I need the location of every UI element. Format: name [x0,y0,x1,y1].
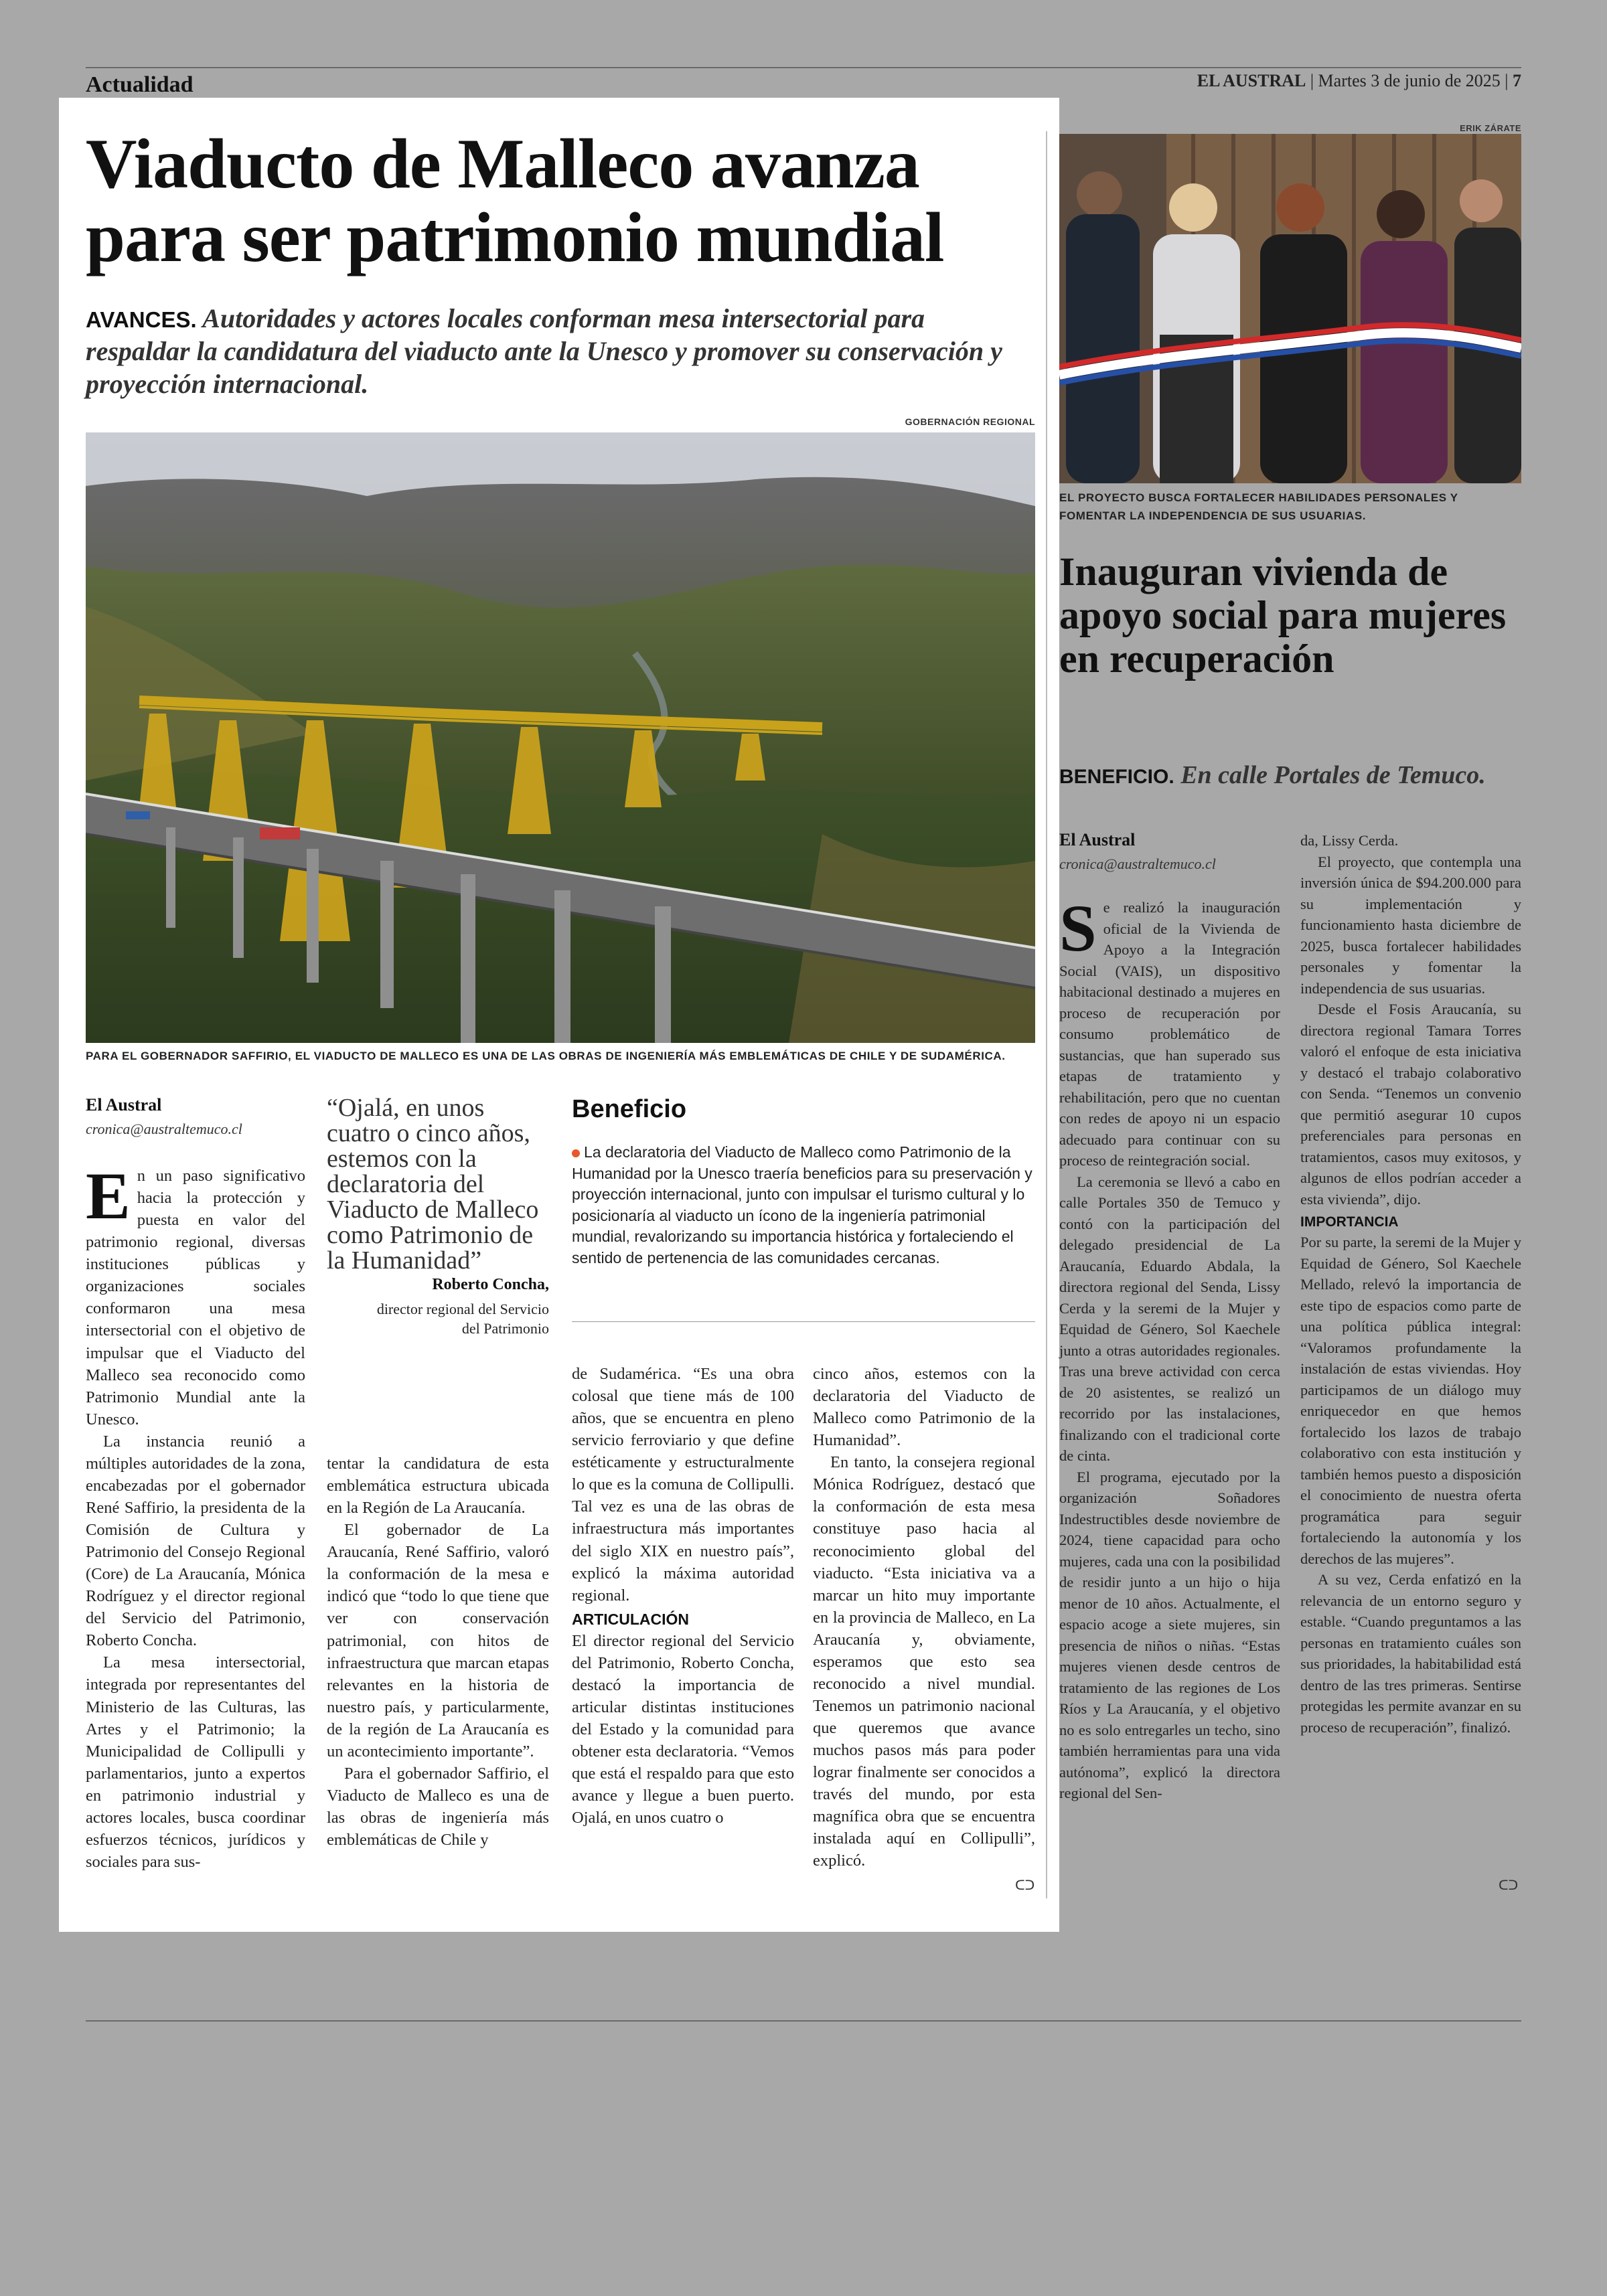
side-col1-p1: e realizó la inauguración oficial de la Vivienda de Apoyo a la Integración Social (VAIS), un dispositivo habitacional destinado a mujeres en proceso de recuperación por consumo problemático de sustancias, que han superado sus etapas de tratamiento y rehabilitación, pero que no cuentan con redes de apoyo ni un espacio adecuado para continuar con su proceso de reintegración social. [1059,899,1280,1169]
side-deck [1059,760,1541,790]
main-end-mark-icon: ᑕᑐ [1015,1877,1035,1893]
side-kicker: BENEFICIO. [1059,766,1174,788]
main-kicker: AVANCES. [86,307,197,332]
section-label: Actualidad [86,72,194,97]
viaduct-photo [86,432,1035,1043]
main-col4-p1: cinco años, estemos con la declaratoria del Viaducto de Malleco como Patrimonio de la Humanidad”. [813,1365,1035,1450]
footer-rule [86,2020,1521,2022]
main-col2-p1: tentar la candidatura de esta emblemática estructura ubicada en la Región de La Araucanía. [327,1455,549,1518]
side-photo-credit: ERIK ZÁRATE [1460,123,1521,133]
main-column-4 [813,1363,1035,1872]
header-rule [86,67,1521,68]
main-col3-p2: El director regional del Servicio del Patrimonio, Roberto Concha, destacó la importancia de articular distintas instituciones del Estado y la comunidad para obtener esta declaratoria. “Vemos que está el respaldo para que esto avance y llegue a buen puerto. Ojalá, en unos cuatro o [572,1631,794,1827]
main-col1-p3: La mesa intersectorial, integrada por representantes del Ministerio de las Culturas, las Artes y el Patrimonio; la Municipalidad de Collipulli y parlamentarios, junto a expertos en patrimonio industrial y actores locales, busca coordinar esfuerzos técnicos, jurídicos y sociales para sus- [86,1653,305,1871]
importancia-subhead: IMPORTANCIA [1300,1214,1399,1230]
main-deck-text: Autoridades y actores locales conforman mesa intersectorial para respaldar la candidatura del viaducto ante la Unesco y promover su conservación y proyección internacional. [86,303,1002,399]
pull-quote-role: director regional del Servicio del Patrimonio [376,1301,549,1337]
paper-name: EL AUSTRAL [1197,71,1306,90]
benefit-box-body: La declaratoria del Viaducto de Malleco como Patrimonio de la Humanidad por la Unesco traería beneficios para su preservación y proyección internacional, junto con impulsar el turismo cultural y lo posicionaría al viaducto un ícono de la ingeniería patrimonial mundial, revalorizando su importancia histórica y fortaleciendo el sentido de pertenencia de las comunidades cercanas. [572,1143,1032,1266]
main-col1-p2: La instancia reunió a múltiples autoridades de la zona, encabezadas por el gobernador René Saffirio, la presidenta de la Comisión de Cultura y Patrimonio del Consejo Regional (Core) de La Araucanía, Mónica Rodríguez y el director regional del Servicio del Patrimonio, Roberto Concha. [86,1432,305,1650]
main-deck [86,303,1010,400]
masthead: EL AUSTRAL | Martes 3 de junio de 2025 | 7 [1197,71,1521,90]
side-deck-text: En calle Portales de Temuco. [1180,761,1486,789]
side-byline-name: El Austral [1059,830,1136,849]
side-end-mark-icon: ᑕᑐ [1499,1877,1519,1893]
side-headline: Inauguran vivienda de apoyo social para mujeres en recuperación [1059,550,1507,681]
side-col2-p4: Por su parte, la seremi de la Mujer y Equidad de Género, Sol Kaechele Mellado, relevó la importancia de este tipo de espacios como parte de una política pública integral: “Valoramos profundamente la instalación de estas viviendas. Hoy participamos de un diálogo muy enriquecedor en que hemos fortalecido los lazos de trabajo colaborativo con esta institución y también hemos puesto a disposición el conocimiento de nuestra oferta programática para seguir fortaleciendo la autonomía y los derechos de las mujeres”. [1300,1234,1521,1567]
side-photo-caption: EL PROYECTO BUSCA FORTALECER HABILIDADES PERSONALES Y FOMENTAR LA INDEPENDENCIA DE SUS USUARIAS. [1059,491,1458,523]
main-column-3 [572,1363,794,1829]
main-byline-email: cronica@australtemuco.cl [86,1121,242,1137]
viaduct-photo-illustration [86,432,1035,1043]
orange-bullet-icon [572,1149,580,1157]
side-col1-p3: El programa, ejecutado por la organización Soñadores Indestructibles desde noviembre de 2024, tiene capacidad para ocho mujeres, cada una con la posibilidad de residir junto a un hijo o hija menor de 10 años. Actualmente, el espacio acoge a siete mujeres, sin presencia de niños o niñas. “Estas mujeres vienen desde centros de tratamiento de las regiones de Los Ríos y La Araucanía, y el objetivo no es solo entregarles un techo, sino también herramientas para una vida autónoma”, explicó la directora regional del Sen- [1059,1468,1280,1801]
benefit-box-title: Beneficio [572,1095,687,1123]
page-number: 7 [1513,71,1521,90]
side-col2-p3: Desde el Fosis Araucanía, su directora regional Tamara Torres valoró el enfoque de esta iniciativa y destacó el trabajo colaborativo con Senda. “Tenemos un convenio que permitió asegurar 10 cupos preferenciales para personas en tratamientos, casos muy exitosos, y algunos de ellos podrían acceder a esta vivienda”, dijo. [1300,1001,1521,1208]
main-headline: Viaducto de Malleco avanza para ser patrimonio mundial [86,125,944,277]
side-col2-p1: da, Lissy Cerda. [1300,832,1399,849]
main-photo-caption: PARA EL GOBERNADOR SAFFIRIO, EL VIADUCTO DE MALLECO ES UNA DE LAS OBRAS DE INGENIERÍA MÁS EMBLEMÁTICAS DE CHILE Y DE SUDAMÉRICA. [86,1050,1006,1062]
main-photo-credit: GOBERNACIÓN REGIONAL [905,416,1035,427]
column-separator [1046,131,1047,1898]
box-divider [572,1321,1035,1322]
main-drop-cap: E [86,1159,131,1233]
main-column-1 [86,1159,305,1873]
articulacion-subhead: ARTICULACIÓN [572,1610,690,1628]
ribbon-cutting-photo [1059,134,1521,483]
side-byline-email: cronica@australtemuco.cl [1059,855,1216,872]
main-col2-p3: Para el gobernador Saffirio, el Viaducto de Malleco es una de las obras de ingeniería más emblemáticas de Chile y [327,1764,549,1850]
pull-quote-author: Roberto Concha, [432,1276,549,1293]
benefit-box-text [572,1142,1035,1268]
side-column-2 [1300,830,1521,1738]
pull-quote: “Ojalá, en unos cuatro o cinco años, estemos con la declaratoria del Viaducto de Malleco como Patrimonio de la Humanidad” [327,1094,539,1275]
side-drop-cap: S [1059,891,1097,965]
main-col1-p1: n un paso significativo hacia la protección y puesta en valor del patrimonio regional, diversas instituciones públicas y organizaciones sociales conformaron una mesa intersectorial con el objetivo de impulsar que el Viaducto del Malleco sea reconocido como Patrimonio Mundial ante la Unesco. [86,1167,305,1428]
side-col2-p5: A su vez, Cerda enfatizó en la relevancia de un entorno seguro y estable. “Cuando preguntamos a las personas en tratamiento cuáles son sus prioridades, la habitabilidad está dentro de las tres primeras. Sentirse protegidas les permite avanzar en su proceso de recuperación”, finalizó. [1300,1571,1521,1736]
main-byline-name: El Austral [86,1095,162,1115]
side-col2-p2: El proyecto, que contempla una inversión única de $94.200.000 para su implementación y funcionamiento hasta diciembre de 2025, busca fortalecer habilidades personales y fomentar la independencia de sus usuarias. [1300,853,1521,997]
main-col4-p2: En tanto, la consejera regional Mónica Rodríguez, destacó que la conformación de esta mesa constituye paso hacia al reconocimiento global del viaducto. “Esta iniciativa va a marcar un hito muy importante en la provincia de Malleco, en La Araucanía y, obviamente, esperamos que esto sea reconocido a nivel mundial. Tenemos un patrimonio nacional que queremos que avance muchos pasos más para poder lograr finalmente ser conocidos a través del mundo, por esta magnífica obra que se encuentra instalada aquí en Collipulli”, explicó. [813,1453,1035,1870]
main-col3-p1: de Sudamérica. “Es una obra colosal que tiene más de 100 años, que se encuentra en pleno servicio ferroviario y que define estéticamente y estructuralmente lo que es la comuna de Collipulli. Tal vez es una de las obras de infraestructura más importantes del siglo XIX en nuestro país”, explicó la máxima autoridad regional. [572,1365,794,1605]
issue-date: Martes 3 de junio de 2025 [1318,71,1501,90]
main-column-2 [327,1453,549,1851]
main-col2-p2: El gobernador de La Araucanía, René Saffirio, valoró la conformación de la mesa e indicó que “todo lo que tiene que ver con conservación patrimonial, con hitos de infraestructura que marcan etapas relevantes en la historia de nuestro país, y particularmente, de la región de La Araucanía es un acontecimiento importante”. [327,1521,549,1760]
side-column-1 [1059,891,1280,1804]
ribbon-cutting-illustration [1059,134,1521,483]
side-col1-p2: La ceremonia se llevó a cabo en calle Portales 350 de Temuco y contó con la participación del delegado presidencial de La Araucanía, Eduardo Abdala, la directora regional del Senda, Lissy Cerda y la seremi de la Mujer y Equidad de Género, Sol Kaechele junto a otras autoridades regionales. Tras una breve actividad con cerca de 20 asistentes, se realizó un recorrido por las instalaciones, finalizando con el tradicional corte de cinta. [1059,1173,1280,1464]
